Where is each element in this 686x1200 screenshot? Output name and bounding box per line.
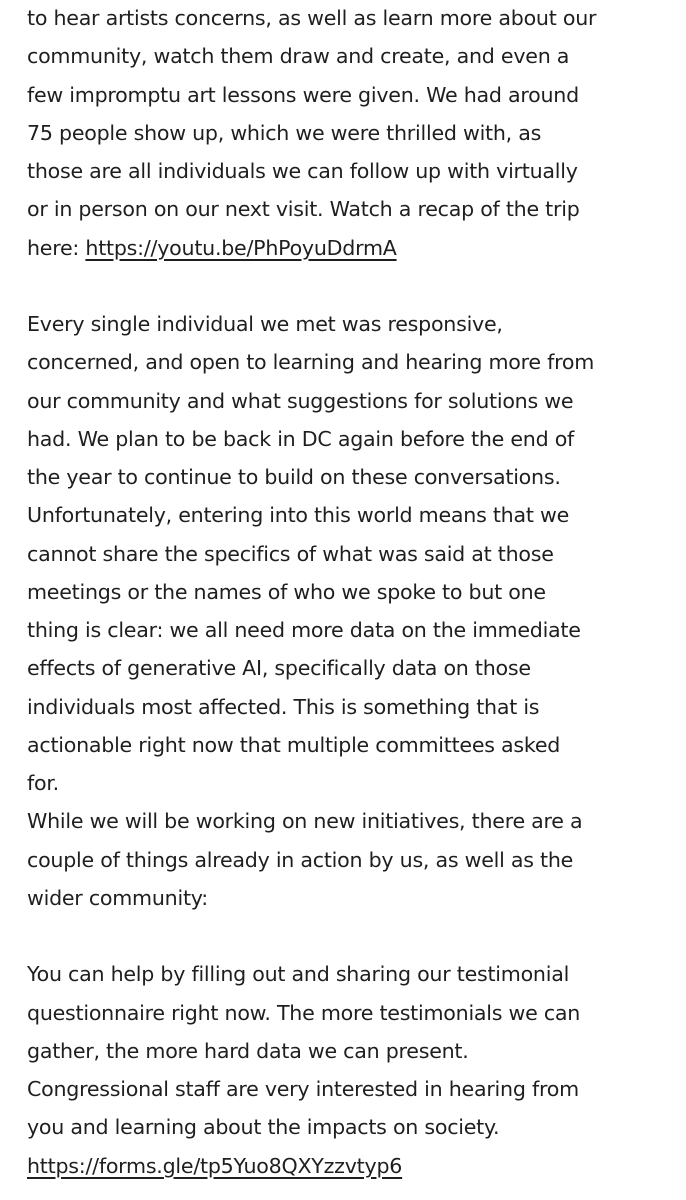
- testimonial-form-link[interactable]: https://forms.gle/tp5Yuo8QXYzzvtyp6: [27, 1153, 403, 1178]
- text-line: couple of things already in action by us, as well as the: [27, 847, 574, 872]
- text-line: questionnaire right now. The more testimonials we can: [27, 1000, 581, 1025]
- paragraph-spacer: [27, 267, 667, 305]
- text-line: 75 people show up, which we were thrilled with, as: [27, 120, 542, 145]
- paragraph-spacer: [27, 917, 667, 955]
- text-line: community, watch them draw and create, and even a: [27, 44, 570, 69]
- text-line: individuals most affected. This is something that is: [27, 694, 540, 719]
- text-line: meetings or the names of who we spoke to but one: [27, 579, 546, 604]
- paragraph-questionnaire: [27, 955, 667, 1185]
- text-line: wider community:: [27, 885, 208, 910]
- text-line: You can help by filling out and sharing our testimonial: [27, 962, 570, 987]
- text-line: for.: [27, 771, 59, 795]
- text-line: Every single individual we met was responsive,: [27, 312, 503, 336]
- text-line: or in person on our next visit. Watch a recap of the trip: [27, 197, 580, 222]
- text-line: Unfortunately, entering into this world means that we: [27, 503, 569, 528]
- text-line: gather, the more hard data we can present.: [27, 1038, 469, 1063]
- text-line: effects of generative AI, specifically data on those: [27, 656, 531, 681]
- text-line: actionable right now that multiple committees asked: [27, 732, 561, 757]
- text-line: few impromptu art lessons were given. We had around: [27, 82, 579, 107]
- text-line-with-link: [27, 229, 667, 267]
- paragraph-recap: [27, 0, 667, 267]
- text-line: those are all individuals we can follow up with virtually: [27, 159, 578, 183]
- link-prefix: here:: [27, 235, 86, 260]
- youtube-recap-link[interactable]: https://youtu.be/PhPoyuDdrmA: [85, 235, 397, 260]
- paragraph-meetings: [27, 305, 667, 802]
- document-body: [27, 0, 667, 1185]
- text-line-with-link: [27, 1147, 667, 1185]
- text-line: While we will be working on new initiatives, there are a: [27, 809, 583, 834]
- text-line: you and learning about the impacts on society.: [27, 1115, 500, 1140]
- paragraph-initiatives: [27, 802, 667, 917]
- text-line: Congressional staff are very interested in hearing from: [27, 1077, 579, 1101]
- text-line: the year to continue to build on these conversations.: [27, 465, 561, 489]
- text-line: our community and what suggestions for solutions we: [27, 388, 574, 413]
- text-line: concerned, and open to learning and hearing more from: [27, 350, 595, 375]
- text-line: thing is clear: we all need more data on the immediate: [27, 618, 581, 642]
- text-line: cannot share the specifics of what was said at those: [27, 541, 554, 566]
- text-line: to hear artists concerns, as well as learn more about our: [27, 6, 597, 30]
- text-line: had. We plan to be back in DC again before the end of: [27, 426, 575, 451]
